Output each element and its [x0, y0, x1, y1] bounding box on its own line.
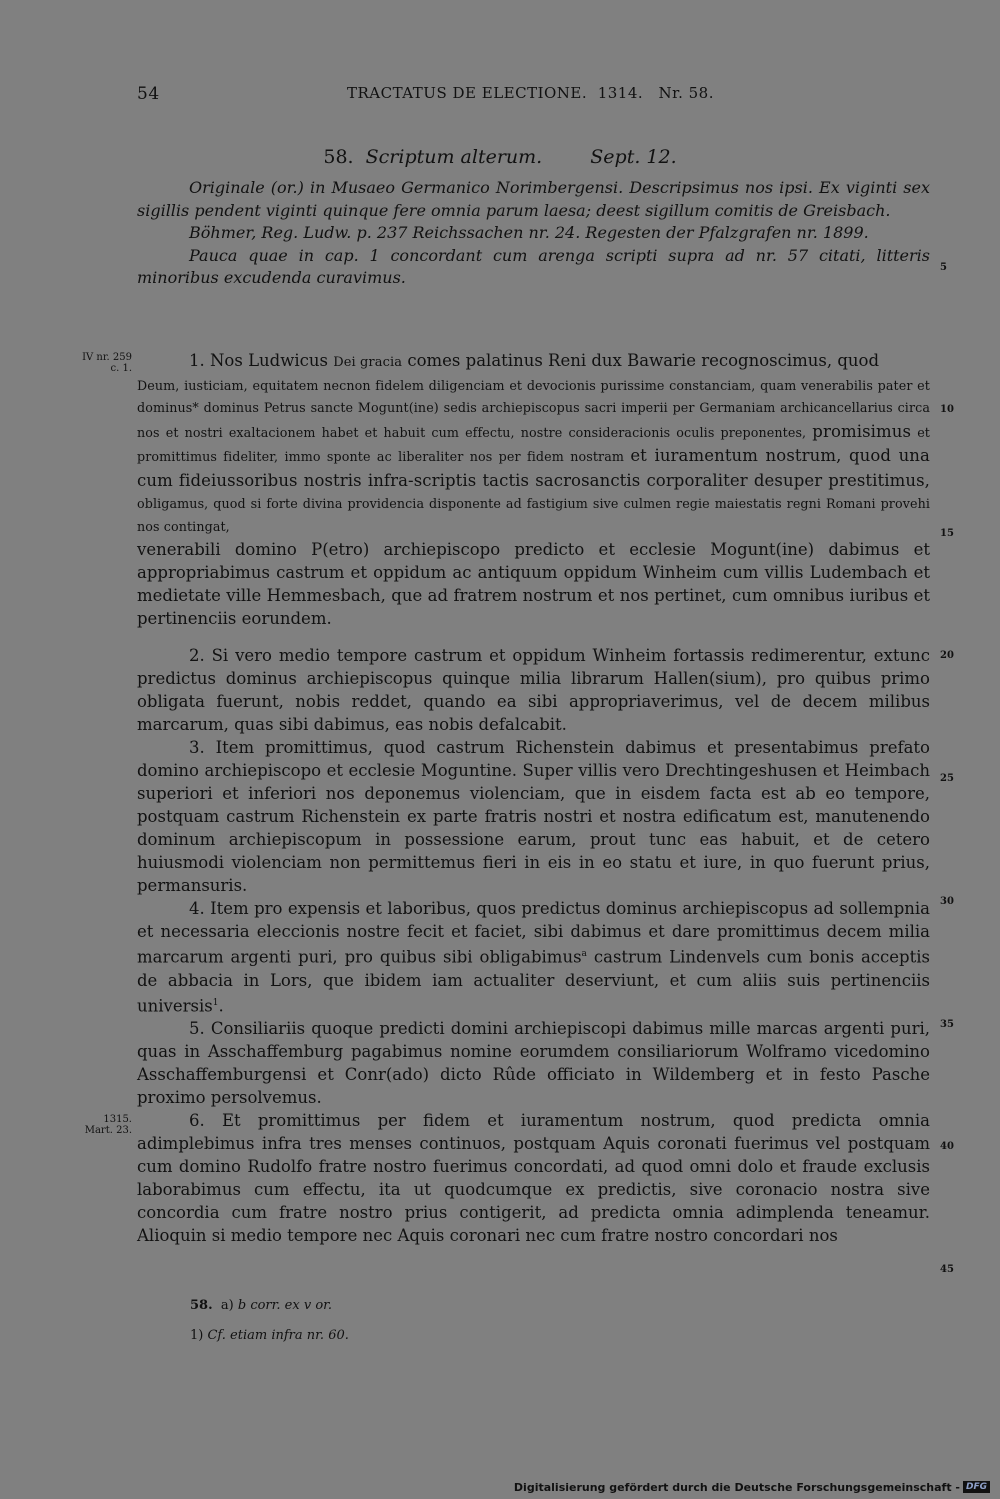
p1-promisimus: promisimus: [812, 421, 912, 441]
document-date: Sept. 12.: [590, 146, 677, 168]
literature-paragraph: Böhmer, Reg. Ludw. p. 237 Reichssachen nr. 24. Regesten der Pfalzgrafen nr. 1899.: [189, 223, 869, 242]
line-number: 30: [940, 896, 954, 907]
paragraph-3: 3. Item promittimus, quod castrum Richenstein dabimus et presentabimus prefato domino archiepiscopo et ecclesie Moguntine. Super villis vero Drechtingeshusen et Heimbach superiori et inferiori nos deponemus violenciam, que in eisdem facta est ab eo tempore, postquam castrum Richenstein ex parte fratris nostri et nostra edificatum est, manutenendo dominum archiepiscopum in possessione earum, prout tunc eas habuit, et de cetero huiusmodi violenciam non permittemus fieri in eis in eo statu et iure, in quo fuerunt prius, permansuris.: [137, 738, 930, 895]
source-description: [137, 177, 930, 290]
footnote-marker-a: a: [581, 949, 587, 959]
page-number: 54: [137, 84, 160, 104]
footnotes: [190, 1296, 349, 1346]
line-number: 5: [940, 262, 947, 273]
credit-text: Digitalisierung gefördert durch die Deutsche Forschungsgemeinschaft -: [513, 1480, 960, 1494]
document-name: Scriptum alterum.: [365, 146, 543, 168]
document-title: [0, 146, 1000, 168]
running-header: [137, 84, 932, 108]
p1-iuramentum: et iuramentum nostrum, quod una cum fideiussoribus nostris infra-scriptis tactis sacrosanctis corporaliter desuper prestitimus,: [137, 446, 930, 490]
paragraph-5: 5. Consiliariis quoque predicti domini archiepiscopi dabimus mille marcas argenti puri, quas in Asschaffemburg pagabimus nomine eorumdem consiliariorum Wolframo vicedomino Asschaffemburgensi et Conr(ado) dicto Rûde officiato in Wildemberg et in festo Pasche proximo persolvemus.: [137, 1019, 930, 1107]
line-number: 20: [940, 650, 954, 661]
paragraph-6: 6. Et promittimus per fidem et iuramentum nostrum, quod predicta omnia adimplebimus infra tres menses continuos, postquam Aquis coronati fuerimus vel postquam cum domino Rudolfo fratre nostro fuerimus concordati, ad quod omni dolo et fraude exclusis laborabimus cum effectu, ita ut quodcumque ex predictis, sive coronacio nostra sive concordia cum fratre nostro prius contigerit, ad predicta omnia adimplenda teneamur. Alioquin si medio tempore nec Aquis coronari nec cum fratre nostro concordari nos: [137, 1111, 930, 1245]
line-number: 10: [940, 404, 954, 415]
p1-dispositio: venerabili domino P(etro) archiepiscopo predicto et ecclesie Mogunt(ine) dabimus et appropriabimus castrum et oppidum ac antiquum oppidum Winheim cum villis Ludembach et medietate ville Hemmesbach, que ad fratrem nostrum et nos pertinet, cum omnibus iuribus et pertinenciis eorundem.: [137, 540, 930, 628]
main-text: [137, 644, 930, 1247]
paragraph-1: [137, 349, 930, 630]
paragraph-4: 4. Item pro expensis et laboribus, quos predictus dominus archiepiscopus ad sollempnia et necessaria eleccionis nostre fecit et faciet, sibi dabimus et dare promittimus decem milia marcarum argenti puri, pro quibus sibi obligabimus$^a$ castrum Lindenvels cum bonis acceptis de abbacia in Lors, que ibidem iam actualiter deserviunt, et cum aliis suis pertinenciis universis$^1$.: [137, 899, 930, 1015]
p1-dei-gracia: Dei gracia: [333, 355, 403, 370]
footnote-1: 1) Cf. etiam infra nr. 60.: [190, 1328, 349, 1343]
margin-reference: IV nr. 259 c. 1.: [82, 352, 132, 374]
paragraph-2: 2. Si vero medio tempore castrum et oppidum Winheim fortassis redimerentur, extunc predictus dominus archiepiscopus quinque milia librarum Hallen(sium), pro quibus primo obligata fuerunt, nobis reddet, quando ea sibi appropriaverimus, vel de decem milibus marcarum, quas sibi dabimus, eas nobis defalcabit.: [137, 646, 930, 734]
digitization-credit: [514, 1479, 990, 1495]
document-number: 58.: [323, 146, 354, 168]
source-paragraph: Originale (or.) in Musaeo Germanico Norimbergensi. Descripsimus nos ipsi. Ex viginti sex sigillis pendent viginti quinque fere omnia parum laesa; deest sigillum comitis de Greisbach.: [137, 178, 930, 220]
p1-intitulatio: comes palatinus Reni dux Bawarie recognoscimus, quod: [407, 351, 880, 370]
footnote-marker-1: 1: [212, 997, 219, 1008]
line-number: 25: [940, 773, 954, 784]
document-ref: Nr. 58.: [658, 84, 714, 102]
line-number: 40: [940, 1141, 954, 1152]
running-title: TRACTATUS DE ELECTIONE. 1314.: [347, 84, 644, 102]
p1-opening: 1. Nos Ludwicus: [189, 351, 328, 370]
footnote-a: 58. a) b corr. ex v or.: [190, 1298, 333, 1313]
p1-arenga-2: et promittimus fideliter, immo sponte ac liberaliter nos per fidem nostram: [137, 424, 930, 464]
line-number: 15: [940, 528, 954, 539]
line-number: 35: [940, 1019, 954, 1030]
p1-arenga-1: Deum, iusticiam, equitatem necnon fidelem diligenciam et devocionis purissime constanciam, quam venerabilis pater et dominus* dominus Petrus sancte Mogunt(ine) sedis archiepiscopus sacri imperii per Germaniam archicancellarius circa nos et nostri exaltacionem habet et habuit cum effectu, nostre consideracionis oculis preponentes,: [137, 377, 930, 440]
margin-date: 1315. Mart. 23.: [84, 1114, 132, 1136]
line-number: 45: [940, 1264, 954, 1275]
p1-arenga-3: obligamus, quod si forte divina providencia disponente ad fastigium sive culmen regie maiestatis regni Romani provehi nos contingat,: [137, 496, 930, 534]
editorial-note: Pauca quae in cap. 1 concordant cum arenga scripti supra ad nr. 57 citati, litteris minoribus excudenda curavimus.: [137, 245, 930, 287]
dfg-logo: DFG: [963, 1481, 990, 1493]
